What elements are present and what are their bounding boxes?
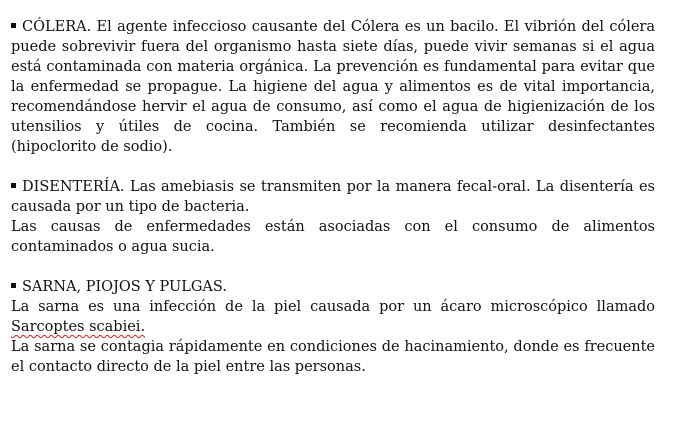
colera-paragraph: El agente infeccioso causante del Cólera es un bacilo. El vibrión del cólera puede sobrevivir fuera del organismo hasta siete días, puede vivir semanas si el agua está contaminada con materia orgánica. La prevención es fundamental para evitar que la enfermedad se propague. La higiene del agua y alimentos es de vital importancia, recomendándose hervir el agua de consumo, así como el agua de higienización de los utensilios y útiles de cocina. También se recomienda utilizar desinfectantes (hipoclorito de sodio). [11,19,655,155]
sarcoptes-term: Sarcoptes scabiei. [11,319,146,335]
bullet-icon [11,283,16,288]
section-heading-colera: CÓLERA. [22,19,92,35]
disenteria-paragraph-2: Las causas de enfermedades están asociadas con el consumo de alimentos contaminados o agua sucia. [11,219,655,255]
section-heading-disenteria: DISENTERÍA. [22,179,125,195]
sarna-paragraph-2: La sarna se contagia rápidamente en condiciones de hacinamiento, donde es frecuente el contacto directo de la piel entre las personas. [11,339,655,375]
disenteria-paragraph-1: Las amebiasis se transmiten por la manera fecal-oral. La disentería es causada por un tipo de bacteria. [11,179,655,215]
sarna-paragraph-1-text: La sarna es una infección de la piel causada por un ácaro microscópico llamado [11,299,655,315]
section-sarna [11,277,655,297]
section-colera [11,17,655,157]
document-page [11,17,655,377]
section-disenteria [11,177,655,217]
section-heading-sarna: SARNA, PIOJOS Y PULGAS. [22,279,227,295]
sarna-paragraph-1 [11,297,655,337]
bullet-icon [11,183,16,188]
bullet-icon [11,23,16,28]
